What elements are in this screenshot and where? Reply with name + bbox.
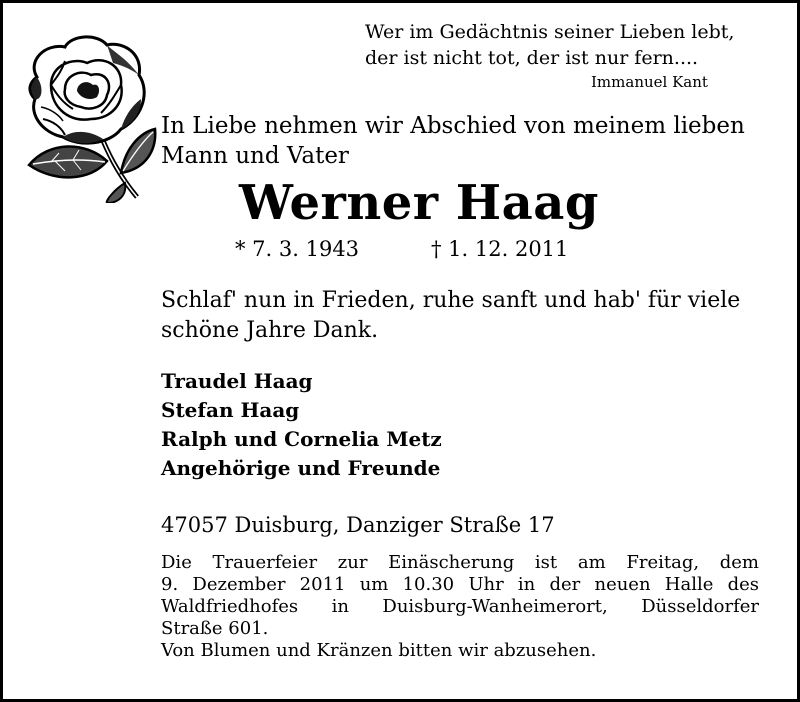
ceremony-line: 9. Dezember 2011 um 10.30 Uhr in der neuen Halle des: [161, 574, 759, 595]
ceremony-line: Die Trauerfeier zur Einäscherung ist am Freitag, dem: [161, 552, 759, 573]
quote-line: Wer im Gedächtnis seiner Lieben lebt,: [365, 21, 735, 43]
intro-text: [161, 111, 745, 171]
mourner-name: Traudel Haag: [161, 369, 313, 393]
ceremony-line: Straße 601.: [161, 618, 269, 639]
ceremony-line: Von Blumen und Kränzen bitten wir abzusehen.: [161, 640, 597, 661]
mourner-name: Stefan Haag: [161, 398, 300, 422]
deceased-name: Werner Haag: [239, 175, 599, 231]
quote: [365, 19, 734, 71]
birth-date: * 7. 3. 1943: [235, 237, 360, 261]
mourner-name: Ralph und Cornelia Metz: [161, 427, 442, 451]
ceremony-info: [161, 552, 759, 662]
intro-line: Mann und Vater: [161, 143, 349, 169]
address: 47057 Duisburg, Danziger Straße 17: [161, 513, 555, 537]
mourner-name: Angehörige und Freunde: [161, 456, 441, 480]
verse-line: Schlaf' nun in Frieden, ruhe sanft und hab' für viele: [161, 288, 741, 313]
quote-line: der ist nicht tot, der ist nur fern....: [365, 47, 699, 69]
rose-icon: [21, 33, 161, 203]
verse: [161, 286, 740, 346]
quote-author: Immanuel Kant: [591, 73, 708, 91]
intro-line: In Liebe nehmen wir Abschied von meinem lieben: [161, 113, 745, 139]
death-date: † 1. 12. 2011: [431, 237, 569, 261]
mourners-list: [161, 367, 442, 483]
ceremony-line: Waldfriedhofes in Duisburg-Wanheimerort, Düsseldorfer: [161, 596, 759, 617]
verse-line: schöne Jahre Dank.: [161, 318, 379, 343]
